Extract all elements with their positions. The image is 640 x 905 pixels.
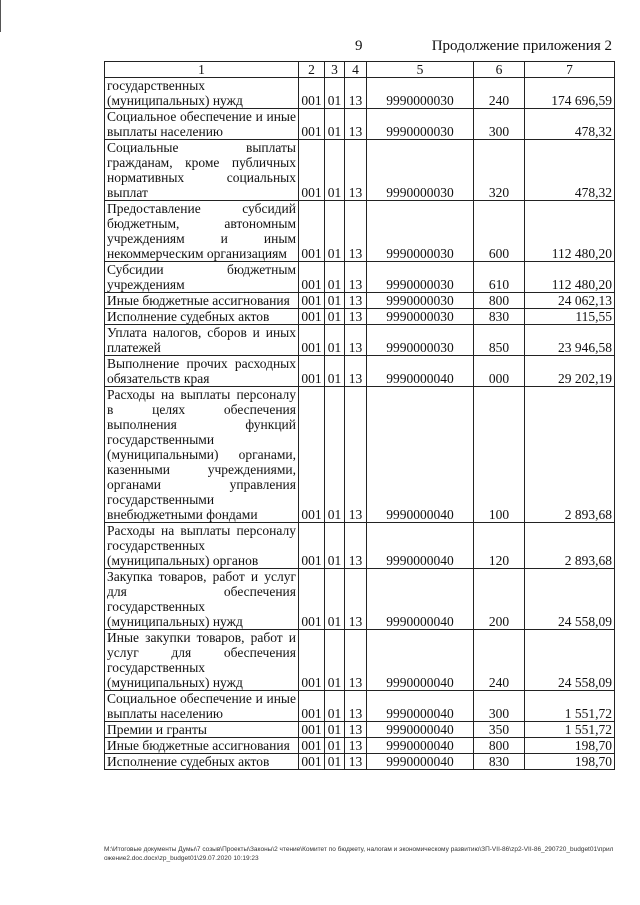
row-name-cell: Социальное обеспечение и иные выплаты населению: [105, 691, 299, 722]
table-row: [105, 325, 615, 356]
section-cell: 01: [325, 309, 345, 325]
row-name-cell: Иные бюджетные ассигнования: [105, 738, 299, 754]
target-article-cell: 9990000030: [367, 78, 474, 109]
code-cell: 001: [299, 109, 325, 140]
budget-table: [104, 61, 615, 770]
file-path-footer: M:\Итоговые документы Думы\7 созыв\Проекты\Законы\2 чтение\Комитет по бюджету, налогам и экономическому развитию\ЗП-VII-86\zp2-VII-86_290720_budget01\приложение2.doc.docx\zp_budget01\29.07.2020 10:19:23: [104, 846, 614, 862]
target-article-cell: 9990000040: [367, 356, 474, 387]
subsection-cell: 13: [345, 356, 367, 387]
row-name-cell: Социальное обеспечение и иные выплаты населению: [105, 109, 299, 140]
table-row: [105, 262, 615, 293]
row-name-cell: Выполнение прочих расходных обязательств края: [105, 356, 299, 387]
row-name-cell: Иные бюджетные ассигнования: [105, 293, 299, 309]
expense-type-cell: 610: [474, 262, 525, 293]
code-cell: 001: [299, 140, 325, 201]
column-header: 5: [367, 62, 474, 78]
amount-cell: 24 062,13: [525, 293, 615, 309]
amount-cell: 112 480,20: [525, 262, 615, 293]
code-cell: 001: [299, 325, 325, 356]
code-cell: 001: [299, 309, 325, 325]
target-article-cell: 9990000040: [367, 630, 474, 691]
column-header: 2: [299, 62, 325, 78]
code-cell: 001: [299, 569, 325, 630]
target-article-cell: 9990000040: [367, 569, 474, 630]
expense-type-cell: 830: [474, 309, 525, 325]
section-cell: 01: [325, 569, 345, 630]
subsection-cell: 13: [345, 262, 367, 293]
amount-cell: 24 558,09: [525, 569, 615, 630]
column-header: 4: [345, 62, 367, 78]
column-header: 1: [105, 62, 299, 78]
target-article-cell: 9990000030: [367, 309, 474, 325]
subsection-cell: 13: [345, 569, 367, 630]
table-row: [105, 201, 615, 262]
target-article-cell: 9990000030: [367, 109, 474, 140]
amount-cell: 478,32: [525, 140, 615, 201]
row-name-cell: Субсидии бюджетным учреждениям: [105, 262, 299, 293]
section-cell: 01: [325, 630, 345, 691]
amount-cell: 23 946,58: [525, 325, 615, 356]
expense-type-cell: 300: [474, 109, 525, 140]
subsection-cell: 13: [345, 630, 367, 691]
target-article-cell: 9990000030: [367, 262, 474, 293]
expense-type-cell: 800: [474, 738, 525, 754]
amount-cell: 198,70: [525, 754, 615, 770]
subsection-cell: 13: [345, 109, 367, 140]
target-article-cell: 9990000040: [367, 523, 474, 569]
section-cell: 01: [325, 691, 345, 722]
target-article-cell: 9990000030: [367, 201, 474, 262]
amount-cell: 478,32: [525, 109, 615, 140]
expense-type-cell: 100: [474, 387, 525, 523]
row-name-cell: Социальные выплаты гражданам, кроме публичных нормативных социальных выплат: [105, 140, 299, 201]
section-cell: 01: [325, 754, 345, 770]
code-cell: 001: [299, 691, 325, 722]
target-article-cell: 9990000030: [367, 293, 474, 309]
expense-type-cell: 120: [474, 523, 525, 569]
table-row: [105, 309, 615, 325]
section-cell: 01: [325, 293, 345, 309]
expense-type-cell: 200: [474, 569, 525, 630]
expense-type-cell: 600: [474, 201, 525, 262]
table-row: [105, 754, 615, 770]
expense-type-cell: 830: [474, 754, 525, 770]
code-cell: 001: [299, 722, 325, 738]
section-cell: 01: [325, 722, 345, 738]
section-cell: 01: [325, 78, 345, 109]
row-name-cell: Исполнение судебных актов: [105, 309, 299, 325]
expense-type-cell: 000: [474, 356, 525, 387]
amount-cell: 1 551,72: [525, 691, 615, 722]
subsection-cell: 13: [345, 523, 367, 569]
binding-mark: [0, 0, 4, 32]
subsection-cell: 13: [345, 722, 367, 738]
amount-cell: 198,70: [525, 738, 615, 754]
target-article-cell: 9990000040: [367, 691, 474, 722]
page-number: 9: [355, 38, 363, 54]
subsection-cell: 13: [345, 325, 367, 356]
subsection-cell: 13: [345, 201, 367, 262]
row-name-cell: Предоставление субсидий бюджетным, автономным учреждениям и иным некоммерческим организациям: [105, 201, 299, 262]
table-row: [105, 523, 615, 569]
section-cell: 01: [325, 325, 345, 356]
section-cell: 01: [325, 738, 345, 754]
expense-type-cell: 240: [474, 78, 525, 109]
section-cell: 01: [325, 201, 345, 262]
code-cell: 001: [299, 262, 325, 293]
column-header: 6: [474, 62, 525, 78]
amount-cell: 115,55: [525, 309, 615, 325]
subsection-cell: 13: [345, 293, 367, 309]
row-name-cell: Премии и гранты: [105, 722, 299, 738]
amount-cell: 2 893,68: [525, 523, 615, 569]
amount-cell: 2 893,68: [525, 387, 615, 523]
subsection-cell: 13: [345, 754, 367, 770]
section-cell: 01: [325, 140, 345, 201]
code-cell: 001: [299, 201, 325, 262]
section-cell: 01: [325, 523, 345, 569]
amount-cell: 174 696,59: [525, 78, 615, 109]
section-cell: 01: [325, 356, 345, 387]
subsection-cell: 13: [345, 309, 367, 325]
expense-type-cell: 240: [474, 630, 525, 691]
target-article-cell: 9990000040: [367, 722, 474, 738]
column-header: 3: [325, 62, 345, 78]
target-article-cell: 9990000040: [367, 738, 474, 754]
table-row: [105, 356, 615, 387]
table-row: [105, 78, 615, 109]
code-cell: 001: [299, 387, 325, 523]
table-row: [105, 387, 615, 523]
amount-cell: 1 551,72: [525, 722, 615, 738]
table-row: [105, 140, 615, 201]
target-article-cell: 9990000040: [367, 387, 474, 523]
expense-type-cell: 320: [474, 140, 525, 201]
code-cell: 001: [299, 523, 325, 569]
table-row: [105, 691, 615, 722]
row-name-cell: Уплата налогов, сборов и иных платежей: [105, 325, 299, 356]
code-cell: 001: [299, 78, 325, 109]
code-cell: 001: [299, 630, 325, 691]
row-name-cell: Закупка товаров, работ и услуг для обеспечения государственных (муниципальных) нужд: [105, 569, 299, 630]
table-row: [105, 109, 615, 140]
table-row: [105, 569, 615, 630]
expense-type-cell: 850: [474, 325, 525, 356]
subsection-cell: 13: [345, 140, 367, 201]
expense-type-cell: 350: [474, 722, 525, 738]
expense-type-cell: 300: [474, 691, 525, 722]
row-name-cell: Расходы на выплаты персоналу государственных (муниципальных) органов: [105, 523, 299, 569]
row-name-cell: государственных (муниципальных) нужд: [105, 78, 299, 109]
table-header-row: [105, 62, 615, 78]
section-cell: 01: [325, 262, 345, 293]
table-row: [105, 738, 615, 754]
table-row: [105, 293, 615, 309]
subsection-cell: 13: [345, 738, 367, 754]
section-cell: 01: [325, 109, 345, 140]
expense-type-cell: 800: [474, 293, 525, 309]
target-article-cell: 9990000030: [367, 140, 474, 201]
subsection-cell: 13: [345, 387, 367, 523]
code-cell: 001: [299, 356, 325, 387]
table-row: [105, 630, 615, 691]
amount-cell: 29 202,19: [525, 356, 615, 387]
row-name-cell: Исполнение судебных актов: [105, 754, 299, 770]
row-name-cell: Иные закупки товаров, работ и услуг для обеспечения государственных (муниципальных) нужд: [105, 630, 299, 691]
table-row: [105, 722, 615, 738]
section-cell: 01: [325, 387, 345, 523]
amount-cell: 24 558,09: [525, 630, 615, 691]
code-cell: 001: [299, 293, 325, 309]
code-cell: 001: [299, 738, 325, 754]
subsection-cell: 13: [345, 78, 367, 109]
target-article-cell: 9990000040: [367, 754, 474, 770]
code-cell: 001: [299, 754, 325, 770]
row-name-cell: Расходы на выплаты персоналу в целях обеспечения выполнения функций государственными (муниципальными) органами, казенными учреждениями, органами управления государственными внебюджетными фондами: [105, 387, 299, 523]
column-header: 7: [525, 62, 615, 78]
subsection-cell: 13: [345, 691, 367, 722]
continuation-label: Продолжение приложения 2: [431, 38, 612, 54]
target-article-cell: 9990000030: [367, 325, 474, 356]
amount-cell: 112 480,20: [525, 201, 615, 262]
